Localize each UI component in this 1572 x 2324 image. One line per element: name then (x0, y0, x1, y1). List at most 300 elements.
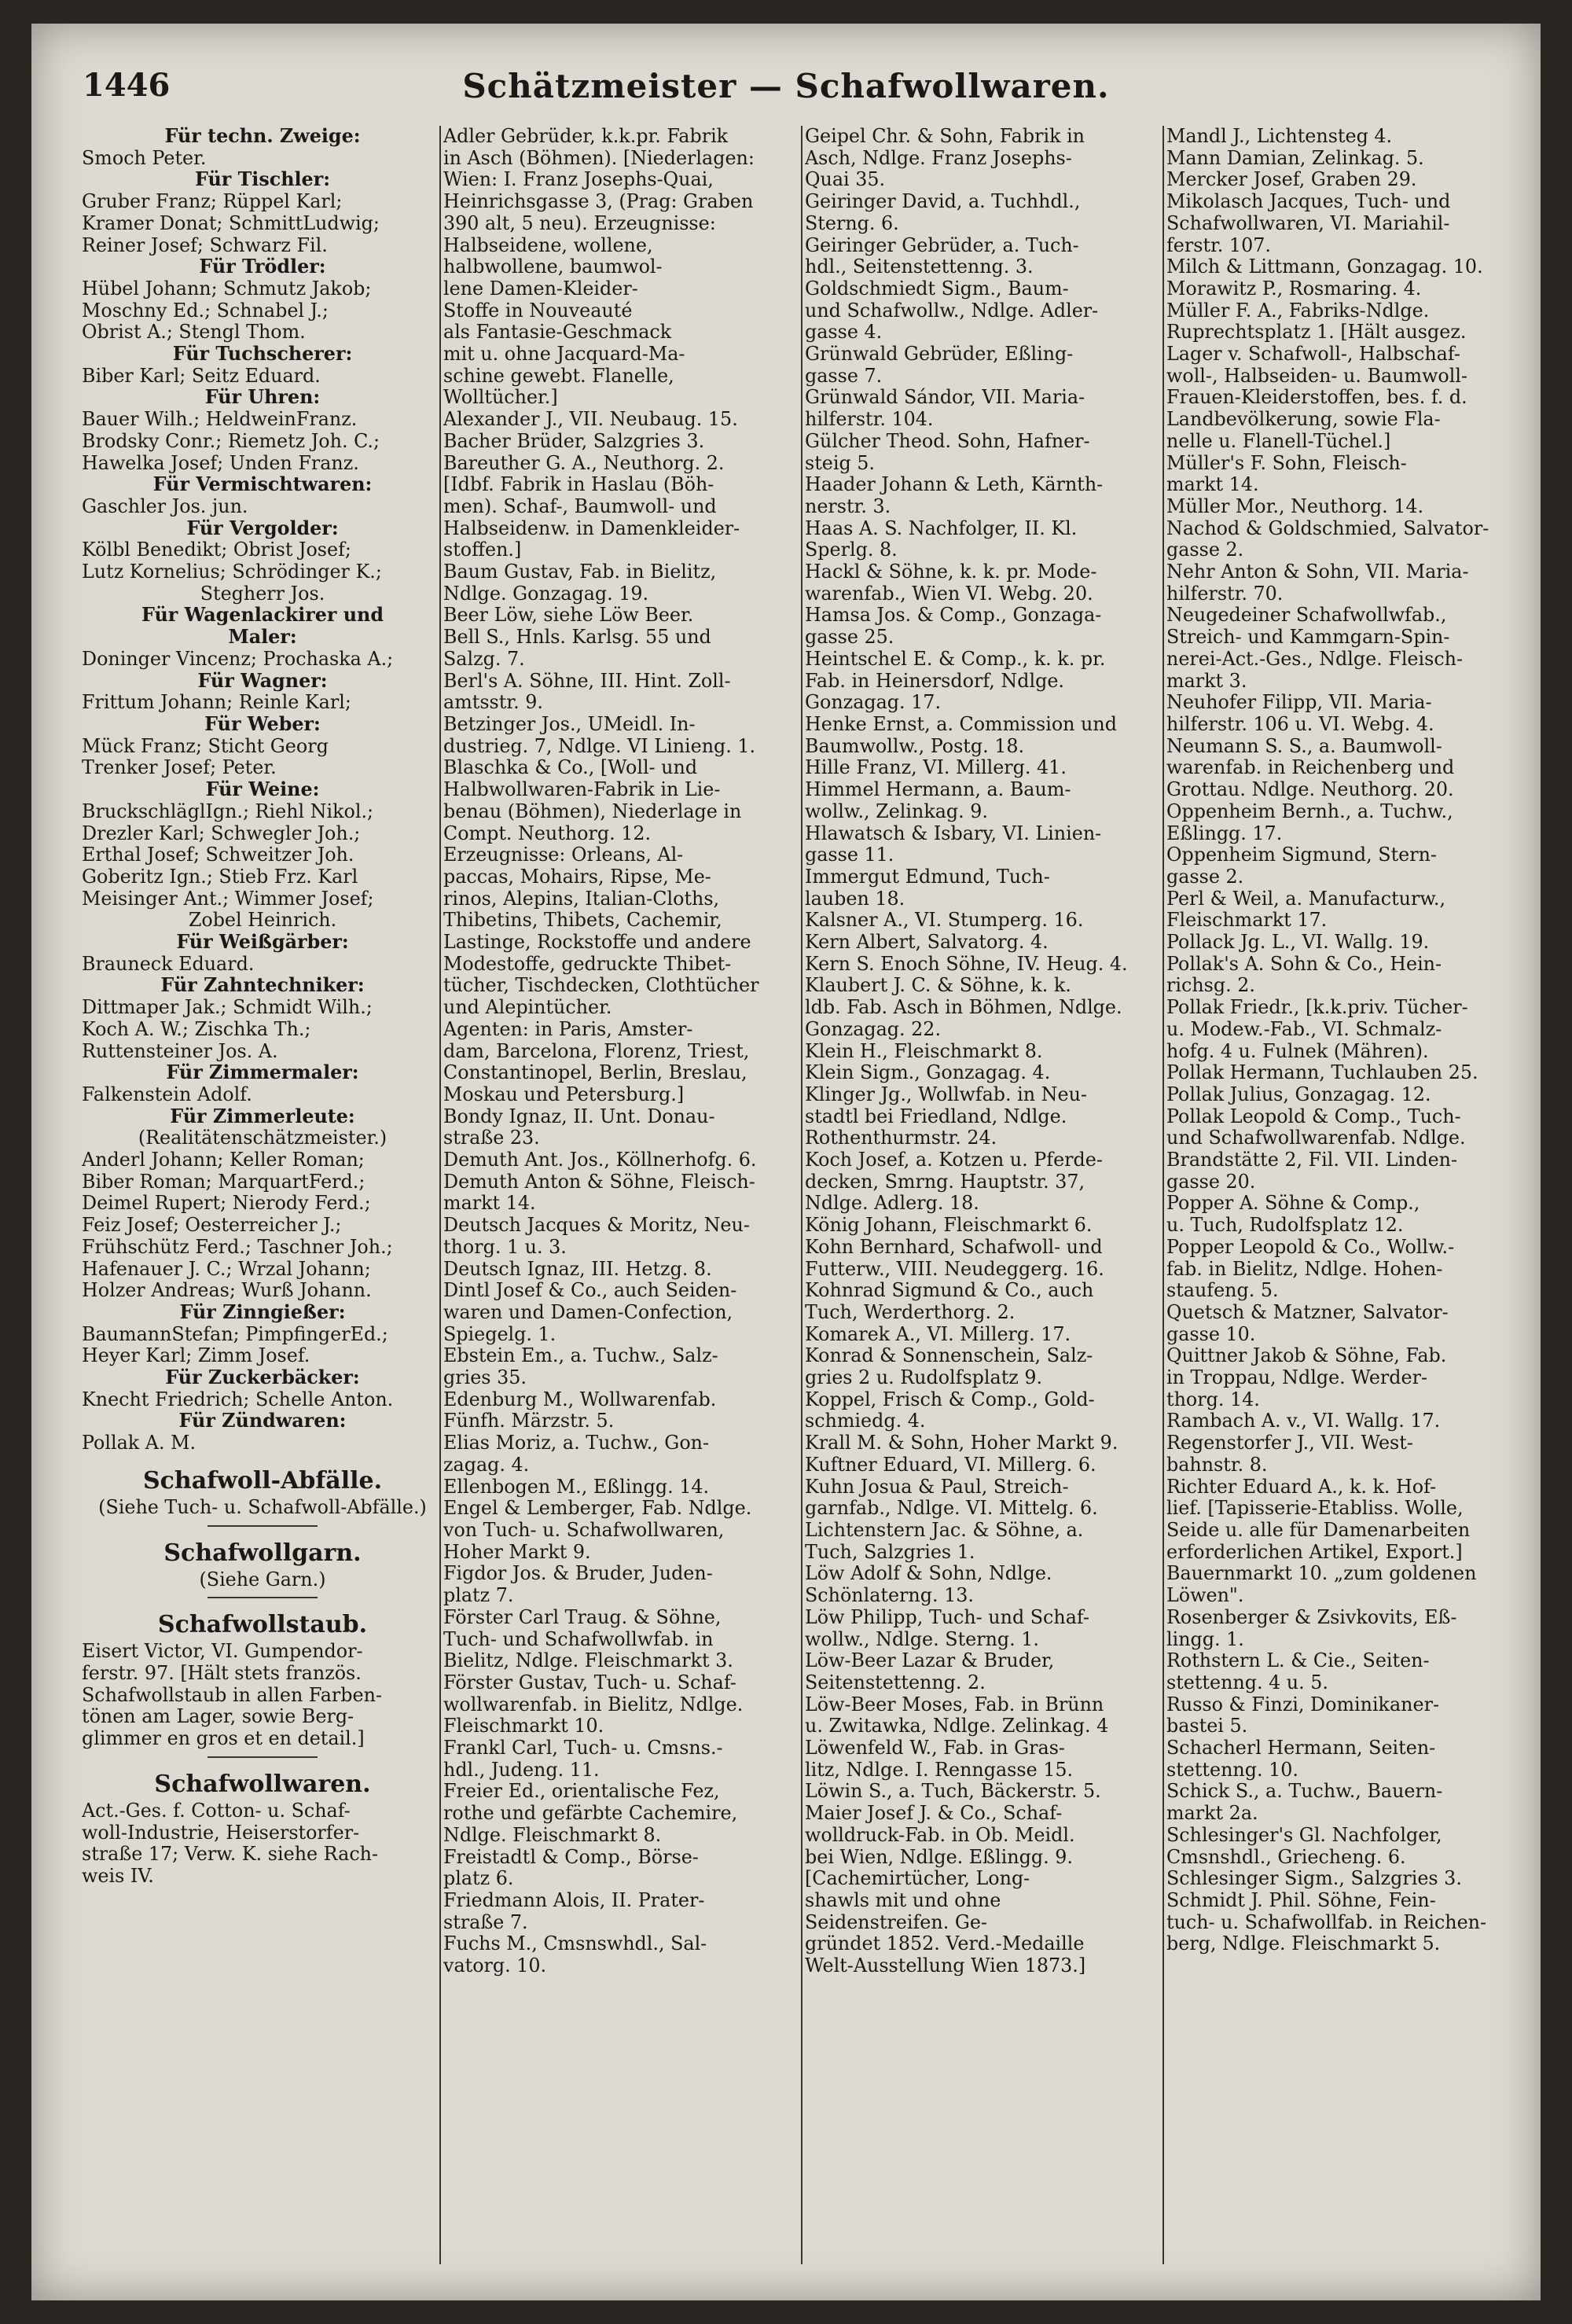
entry-line: Bielitz, Ndlge. Fleischmarkt 3. (443, 1650, 733, 1672)
entry-line: Baumwollw., Postg. 18. (805, 735, 1025, 757)
entry-line: Popper Leopold & Co., Wollw.- (1166, 1236, 1455, 1258)
entry-line: tücher, Tischdecken, Clothtücher (443, 975, 759, 997)
trade-heading: Maler: (228, 627, 297, 649)
entry-line: als Fantasie-Geschmack (443, 322, 672, 344)
entry-line: Alexander J., VII. Neubaug. 15. (443, 409, 738, 431)
entry-line: markt 14. (443, 1193, 536, 1215)
entry-line: Feiz Josef; Oesterreicher J.; (82, 1215, 342, 1237)
trade-heading: Für Tuchscherer: (172, 344, 353, 366)
entry-line: Lastinge, Rockstoffe und andere (443, 932, 751, 954)
entry-line: garnfab., Ndlge. VI. Mittelg. 6. (805, 1498, 1098, 1520)
entry-line: zagag. 4. (443, 1454, 530, 1476)
entry-line: Gülcher Theod. Sohn, Hafner- (805, 430, 1090, 452)
entry-line: Asch, Ndlge. Franz Josephs- (805, 147, 1072, 169)
entry-line: platz 7. (443, 1585, 514, 1607)
entry-line: Quittner Jakob & Söhne, Fab. (1166, 1345, 1447, 1367)
entry-line: stadtl bei Friedland, Ndlge. (805, 1105, 1067, 1127)
entry-line: Meisinger Ant.; Wimmer Josef; (82, 888, 374, 910)
entry-line: Erzeugnisse: Orleans, Al- (443, 844, 684, 866)
entry-line: Demuth Ant. Jos., Köllnerhofg. 6. (443, 1149, 757, 1171)
entry-line: Oppenheim Sigmund, Stern- (1166, 844, 1437, 866)
entry-line: Müller F. A., Fabriks-Ndlge. (1166, 300, 1430, 322)
entry-line: lene Damen-Kleider- (443, 278, 638, 300)
entry-line: mit u. ohne Jacquard-Ma- (443, 344, 685, 366)
entry-line: gründet 1852. Verd.-Medaille (805, 1933, 1085, 1955)
entry-line: gries 2 u. Rudolfsplatz 9. (805, 1367, 1043, 1389)
entry-line: Stoffe in Nouveauté (443, 300, 633, 322)
entry-line: Schafwollstaub in allen Farben- (82, 1684, 382, 1706)
entry-line: straße 23. (443, 1127, 540, 1149)
entry-line: Biber Karl; Seitz Eduard. (82, 365, 321, 387)
entry-line: fab. in Bielitz, Ndlge. Hohen- (1166, 1258, 1443, 1280)
trade-heading: Für Zimmermaler: (166, 1062, 359, 1084)
entry-line: Geiringer David, a. Tuchhdl., (805, 191, 1081, 213)
entry-line: Figdor Jos. & Bruder, Juden- (443, 1563, 713, 1585)
entry-line: Trenker Josef; Peter. (82, 757, 277, 779)
entry-line: woll-, Halbseiden- u. Baumwoll- (1166, 365, 1468, 387)
entry-line: Stegherr Jos. (200, 583, 325, 605)
entry-line: Frittum Johann; Reinle Karl; (82, 692, 351, 714)
entry-line: Förster Carl Traug. & Söhne, (443, 1606, 722, 1628)
trade-heading: Für Vergolder: (186, 517, 339, 539)
section-rule (208, 1597, 318, 1598)
entry-line: Oppenheim Bernh., a. Tuchw., (1166, 800, 1453, 822)
entry-line: Ndlge. Fleischmarkt 8. (443, 1824, 662, 1846)
entry-line: Landbevölkerung, sowie Fla- (1166, 409, 1441, 431)
entry-line: Drezler Karl; Schwegler Joh.; (82, 822, 361, 844)
entry-line: straße 7. (443, 1911, 528, 1933)
entry-line: Kölbl Benedikt; Obrist Josef; (82, 539, 351, 561)
entry-line: Wien: I. Franz Josephs-Quai, (443, 169, 714, 191)
entry-line: Gonzagag. 17. (805, 692, 942, 714)
entry-line: Löw-Beer Lazar & Bruder, (805, 1650, 1055, 1672)
entry-line: Tuch, Werderthorg. 2. (805, 1301, 1016, 1323)
page-header (31, 67, 1541, 122)
entry-line: Friedmann Alois, II. Prater- (443, 1889, 705, 1911)
entry-line: Lutz Kornelius; Schrödinger K.; (82, 561, 382, 583)
entry-line: Reiner Josef; Schwarz Fil. (82, 234, 328, 256)
trade-heading: Für Wagenlackirer und (141, 605, 384, 627)
entry-line: Streich- und Kammgarn-Spin- (1166, 627, 1450, 649)
entry-line: litz, Ndlge. I. Renngasse 15. (805, 1759, 1074, 1781)
entry-line: Adler Gebrüder, k.k.pr. Fabrik (443, 126, 729, 147)
entry-line: Falkenstein Adolf. (82, 1083, 252, 1105)
entry-line: gasse 2. (1166, 866, 1244, 888)
entry-line: Engel & Lemberger, Fab. Ndlge. (443, 1498, 752, 1520)
entry-line: Hübel Johann; Schmutz Jakob; (82, 278, 372, 300)
entry-line: thorg. 1 u. 3. (443, 1236, 567, 1258)
entry-line: Müller Mor., Neuthorg. 14. (1166, 495, 1424, 517)
entry-line: Bauer Wilh.; HeldweinFranz. (82, 409, 358, 431)
entry-line: Hafenauer J. C.; Wrzal Johann; (82, 1258, 371, 1280)
entry-line: von Tuch- u. Schafwollwaren, (443, 1520, 725, 1541)
entry-line: nerstr. 3. (805, 495, 891, 517)
entry-line: (Siehe Garn.) (199, 1568, 326, 1590)
entry-line: lief. [Tapisserie-Etabliss. Wolle, (1166, 1498, 1464, 1520)
entry-line: Halbseidenw. in Damenkleider- (443, 517, 740, 539)
entry-line: Compt. Neuthorg. 12. (443, 822, 652, 844)
entry-line: Russo & Finzi, Dominikaner- (1166, 1693, 1439, 1715)
entry-line: waren und Damen-Confection, (443, 1301, 733, 1323)
entry-line: und Schafwollw., Ndlge. Adler- (805, 300, 1099, 322)
entry-line: Löwenfeld W., Fab. in Gras- (805, 1737, 1065, 1760)
entry-line: Haader Johann & Leth, Kärnth- (805, 474, 1104, 496)
entry-line: Pollak Hermann, Tuchlauben 25. (1166, 1062, 1478, 1084)
entry-line: Ellenbogen M., Eßlingg. 14. (443, 1476, 710, 1498)
entry-line: Rambach A. v., VI. Wallg. 17. (1166, 1410, 1441, 1432)
entry-line: Dintl Josef & Co., auch Seiden- (443, 1280, 737, 1302)
entry-line: men). Schaf-, Baumwoll- und (443, 495, 717, 517)
entry-line: Frühschütz Ferd.; Taschner Joh.; (82, 1236, 393, 1258)
entry-line: stoffen.] (443, 539, 522, 561)
trade-heading: Für Weine: (205, 779, 320, 801)
entry-line: schmiedg. 4. (805, 1410, 926, 1432)
trade-heading: Für Weißgärber: (176, 932, 349, 954)
entry-line: hofg. 4 u. Fulnek (Mähren). (1166, 1040, 1429, 1062)
entry-line: Goldschmiedt Sigm., Baum- (805, 278, 1069, 300)
entry-line: Regenstorfer J., VII. West- (1166, 1432, 1413, 1454)
entry-line: dustrieg. 7, Ndlge. VI Linieng. 1. (443, 735, 756, 757)
entry-line: Freier Ed., orientalische Fez, (443, 1781, 720, 1803)
entry-line: Schmidt J. Phil. Söhne, Fein- (1166, 1889, 1436, 1911)
entry-line: Deutsch Ignaz, III. Hetzg. 8. (443, 1258, 712, 1280)
entry-line: warenfab., Wien VI. Webg. 20. (805, 583, 1093, 605)
entry-line: Thibetins, Thibets, Cachemir, (443, 910, 722, 932)
entry-line: rothe und gefärbte Cachemire, (443, 1803, 738, 1825)
column-2 (443, 126, 805, 2280)
entry-line: Schönlaterng. 13. (805, 1585, 974, 1607)
entry-line: ferstr. 97. [Hält stets französ. (82, 1663, 362, 1684)
entry-line: Brodsky Conr.; Riemetz Joh. C.; (82, 430, 380, 452)
entry-line: warenfab. in Reichenberg und (1166, 757, 1455, 779)
entry-line: Hawelka Josef; Unden Franz. (82, 452, 359, 474)
entry-line: glimmer en gros et en detail.] (82, 1728, 365, 1750)
entry-line: Zobel Heinrich. (188, 910, 337, 932)
entry-line: Klaubert J. C. & Söhne, k. k. (805, 975, 1071, 997)
entry-line: platz 6. (443, 1868, 514, 1890)
entry-line: Morawitz P., Rosmaring. 4. (1166, 278, 1422, 300)
entry-line: Halbseidene, wollene, (443, 234, 653, 256)
entry-line: (Siehe Tuch- u. Schafwoll-Abfälle.) (98, 1496, 427, 1518)
entry-line: Haas A. S. Nachfolger, II. Kl. (805, 517, 1078, 539)
entry-line: lauben 18. (805, 888, 905, 910)
column-3 (805, 126, 1166, 2280)
entry-line: Mercker Josef, Graben 29. (1166, 169, 1417, 191)
entry-line: Fleischmarkt 17. (1166, 910, 1328, 932)
entry-line: Welt-Ausstellung Wien 1873.] (805, 1955, 1086, 1977)
entry-line: Blaschka & Co., [Woll- und (443, 757, 698, 779)
entry-line: Berl's A. Söhne, III. Hint. Zoll- (443, 670, 731, 692)
entry-line: decken, Smrng. Hauptstr. 37, (805, 1171, 1085, 1193)
entry-line: Milch & Littmann, Gonzagag. 10. (1166, 256, 1483, 278)
trade-heading: Für Zimmerleute: (170, 1105, 355, 1127)
entry-line: Knecht Friedrich; Schelle Anton. (82, 1388, 394, 1410)
entry-line: [Idbf. Fabrik in Haslau (Böh- (443, 474, 714, 496)
entry-line: Heintschel E. & Comp., k. k. pr. (805, 648, 1106, 670)
entry-line: Obrist A.; Stengl Thom. (82, 322, 306, 344)
entry-line: Immergut Edmund, Tuch- (805, 866, 1050, 888)
entry-line: Pollak A. M. (82, 1432, 196, 1454)
entry-line: Schick S., a. Tuchw., Bauern- (1166, 1781, 1443, 1803)
entry-line: stettenng. 10. (1166, 1759, 1298, 1781)
entry-line: Hille Franz, VI. Millerg. 41. (805, 757, 1067, 779)
entry-line: bastei 5. (1166, 1715, 1248, 1737)
entry-line: Pollack Jg. L., VI. Wallg. 19. (1166, 932, 1430, 954)
entry-line: Löw Adolf & Sohn, Ndlge. (805, 1563, 1052, 1585)
entry-line: hdl., Seitenstettenng. 3. (805, 256, 1034, 278)
trade-heading: Für Trödler: (199, 256, 326, 278)
entry-line: Doninger Vincenz; Prochaska A.; (82, 648, 394, 670)
trade-heading: Für techn. Zweige: (164, 126, 361, 147)
entry-line: Anderl Johann; Keller Roman; (82, 1149, 365, 1171)
entry-line: gasse 7. (805, 365, 883, 387)
entry-line: Klinger Jg., Wollwfab. in Neu- (805, 1083, 1087, 1105)
entry-line: Förster Gustav, Tuch- u. Schaf- (443, 1671, 736, 1693)
entry-line: Mück Franz; Sticht Georg (82, 735, 329, 757)
entry-line: nelle u. Flanell-Tüchel.] (1166, 430, 1391, 452)
entry-line: Hamsa Jos. & Comp., Gonzaga- (805, 605, 1102, 627)
entry-line: Seidenstreifen. Ge- (805, 1911, 987, 1933)
running-head: Schätzmeister — Schafwollwaren. (462, 67, 1110, 105)
entry-line: gasse 10. (1166, 1323, 1256, 1345)
entry-line: Neuhofer Filipp, VII. Maria- (1166, 692, 1432, 714)
entry-line: Mandl J., Lichtensteg 4. (1166, 126, 1393, 147)
entry-line: tönen am Lager, sowie Berg- (82, 1706, 354, 1728)
entry-line: Nehr Anton & Sohn, VII. Maria- (1166, 561, 1469, 583)
entry-line: Heyer Karl; Zimm Josef. (82, 1345, 310, 1367)
entry-line: Quetsch & Matzner, Salvator- (1166, 1301, 1449, 1323)
entry-line: Constantinopel, Berlin, Breslau, (443, 1062, 747, 1084)
entry-line: staufeng. 5. (1166, 1280, 1279, 1302)
entry-line: Komarek A., VI. Millerg. 17. (805, 1323, 1071, 1345)
trade-heading: Für Zahntechniker: (160, 975, 365, 997)
entry-line: Seide u. alle für Damenarbeiten (1166, 1520, 1471, 1541)
entry-line: gasse 4. (805, 322, 883, 344)
entry-line: Schafwollwaren, VI. Mariahil- (1166, 212, 1450, 234)
entry-line: Sperlg. 8. (805, 539, 898, 561)
entry-line: Rothstern L. & Cie., Seiten- (1166, 1650, 1430, 1672)
entry-line: Frankl Carl, Tuch- u. Cmsns.- (443, 1737, 723, 1760)
entry-line: Hoher Markt 9. (443, 1541, 591, 1563)
entry-line: Mann Damian, Zelinkag. 5. (1166, 147, 1424, 169)
entry-line: Müller's F. Sohn, Fleisch- (1166, 452, 1407, 474)
entry-line: [Cachemirtücher, Long- (805, 1868, 1030, 1890)
entry-line: Smoch Peter. (82, 147, 207, 169)
entry-line: Brandstätte 2, Fil. VII. Linden- (1166, 1149, 1458, 1171)
entry-line: rinos, Alepins, Italian-Cloths, (443, 888, 720, 910)
entry-line: BruckschläglIgn.; Riehl Nikol.; (82, 800, 374, 822)
entry-line: erforderlichen Artikel, Export.] (1166, 1541, 1463, 1563)
entry-line: Gaschler Jos. jun. (82, 495, 248, 517)
entry-line: Fab. in Heinersdorf, Ndlge. (805, 670, 1064, 692)
column-1 (82, 126, 443, 2280)
entry-line: vatorg. 10. (443, 1955, 547, 1977)
entry-line: Bareuther G. A., Neuthorg. 2. (443, 452, 725, 474)
entry-line: Lichtenstern Jac. & Söhne, a. (805, 1520, 1084, 1541)
trade-heading: Für Zuckerbäcker: (165, 1367, 360, 1389)
entry-line: Fleischmarkt 10. (443, 1715, 604, 1737)
entry-line: paccas, Mohairs, Ripse, Me- (443, 866, 711, 888)
entry-line: Agenten: in Paris, Amster- (443, 1018, 693, 1040)
entry-line: berg, Ndlge. Fleischmarkt 5. (1166, 1933, 1441, 1955)
entry-line: Richter Eduard A., k. k. Hof- (1166, 1476, 1437, 1498)
entry-line: Krall M. & Sohn, Hoher Markt 9. (805, 1432, 1118, 1454)
entry-line: in Troppau, Ndlge. Werder- (1166, 1367, 1428, 1389)
entry-line: Kern S. Enoch Söhne, IV. Heug. 4. (805, 953, 1128, 975)
entry-line: Koppel, Frisch & Comp., Gold- (805, 1388, 1095, 1410)
entry-line: Quai 35. (805, 169, 886, 191)
entry-line: Pollak Julius, Gonzagag. 12. (1166, 1083, 1431, 1105)
entry-line: Bondy Ignaz, II. Unt. Donau- (443, 1105, 715, 1127)
entry-line: Grünwald Gebrüder, Eßling- (805, 344, 1074, 366)
section-title: Schafwoll-Abfälle. (142, 1466, 383, 1495)
entry-line: nerei-Act.-Ges., Ndlge. Fleisch- (1166, 648, 1464, 670)
entry-line: Freistadtl & Comp., Börse- (443, 1846, 699, 1868)
entry-line: Koch A. W.; Zischka Th.; (82, 1018, 311, 1040)
entry-line: und Schafwollwarenfab. Ndlge. (1166, 1127, 1466, 1149)
entry-line: Holzer Andreas; Wurß Johann. (82, 1280, 372, 1302)
entry-line: Futterw., VIII. Neudeggerg. 16. (805, 1258, 1104, 1280)
entry-line: lingg. 1. (1166, 1628, 1244, 1650)
entry-line: Halbwollwaren-Fabrik in Lie- (443, 779, 721, 801)
entry-line: Bauernmarkt 10. „zum goldenen (1166, 1563, 1477, 1585)
entry-line: Deutsch Jacques & Moritz, Neu- (443, 1215, 750, 1237)
entry-line: Popper A. Söhne & Comp., (1166, 1193, 1420, 1215)
entry-line: Löwin S., a. Tuch, Bäckerstr. 5. (805, 1781, 1101, 1803)
entry-line: Kuhn Josua & Paul, Streich- (805, 1476, 1069, 1498)
entry-line: Sterng. 6. (805, 212, 899, 234)
entry-line: markt 2a. (1166, 1803, 1258, 1825)
entry-line: Ndlge. Adlerg. 18. (805, 1193, 979, 1215)
entry-line: Brauneck Eduard. (82, 953, 255, 975)
entry-line: König Johann, Fleischmarkt 6. (805, 1215, 1093, 1237)
entry-line: Kohn Bernhard, Schafwoll- und (805, 1236, 1103, 1258)
entry-line: Kuftner Eduard, VI. Millerg. 6. (805, 1454, 1096, 1476)
entry-line: markt 3. (1166, 670, 1247, 692)
entry-line: benau (Böhmen), Niederlage in (443, 800, 742, 822)
entry-line: Geipel Chr. & Sohn, Fabrik in (805, 126, 1085, 147)
entry-line: wollw., Ndlge. Sterng. 1. (805, 1628, 1039, 1650)
entry-line: Rosenberger & Zsivkovits, Eß- (1166, 1606, 1457, 1628)
entry-line: Grünwald Sándor, VII. Maria- (805, 387, 1085, 409)
entry-line: Kramer Donat; SchmittLudwig; (82, 212, 380, 234)
entry-line: Dittmaper Jak.; Schmidt Wilh.; (82, 997, 373, 1019)
entry-line: bahnstr. 8. (1166, 1454, 1268, 1476)
section-title: Schafwollgarn. (163, 1539, 362, 1567)
entry-line: hilferstr. 70. (1166, 583, 1284, 605)
entry-line: Neumann S. S., a. Baumwoll- (1166, 735, 1442, 757)
entry-line: stettenng. 4 u. 5. (1166, 1671, 1328, 1693)
entry-line: Seitenstettenng. 2. (805, 1671, 986, 1693)
entry-line: Beer Löw, siehe Löw Beer. (443, 605, 694, 627)
entry-line: bei Wien, Ndlge. Eßlingg. 9. (805, 1846, 1073, 1868)
entry-line: gasse 11. (805, 844, 894, 866)
entry-line: Maier Josef J. & Co., Schaf- (805, 1803, 1063, 1825)
entry-line: wolldruck-Fab. in Ob. Meidl. (805, 1824, 1075, 1846)
entry-line: Wolltücher.] (443, 387, 558, 409)
entry-line: markt 14. (1166, 474, 1259, 496)
entry-line: gasse 20. (1166, 1171, 1256, 1193)
entry-line: Hlawatsch & Isbary, VI. Linien- (805, 822, 1102, 844)
entry-line: Geiringer Gebrüder, a. Tuch- (805, 234, 1079, 256)
entry-line: Klein Sigm., Gonzagag. 4. (805, 1062, 1051, 1084)
entry-line: Moskau und Petersburg.] (443, 1083, 685, 1105)
entry-line: gries 35. (443, 1367, 527, 1389)
entry-line: Perl & Weil, a. Manufacturw., (1166, 888, 1446, 910)
trade-heading: Für Zündwaren: (178, 1410, 347, 1432)
entry-line: hdl., Judeng. 11. (443, 1759, 600, 1781)
entry-line: und Alepintücher. (443, 997, 612, 1019)
entry-line: u. Modew.-Fab., VI. Schmalz- (1166, 1018, 1442, 1040)
entry-line: Kern Albert, Salvatorg. 4. (805, 932, 1049, 954)
entry-line: Kohnrad Sigmund & Co., auch (805, 1280, 1094, 1302)
entry-line: Modestoffe, gedruckte Thibet- (443, 953, 732, 975)
entry-line: weis IV. (82, 1865, 154, 1887)
entry-line: Eßlingg. 17. (1166, 822, 1283, 844)
entry-line: Gonzagag. 22. (805, 1018, 942, 1040)
entry-line: Nachod & Goldschmied, Salvator- (1166, 517, 1489, 539)
entry-line: Löw Philipp, Tuch- und Schaf- (805, 1606, 1089, 1628)
entry-line: Ndlge. Gonzagag. 19. (443, 583, 649, 605)
entry-line: wollwarenfab. in Bielitz, Ndlge. (443, 1693, 744, 1715)
trade-heading: Für Wagner: (197, 670, 328, 692)
entry-line: Erthal Josef; Schweitzer Joh. (82, 844, 354, 866)
entry-line: straße 17; Verw. K. siehe Rach- (82, 1844, 379, 1866)
entry-line: Spiegelg. 1. (443, 1323, 556, 1345)
entry-line: Elias Moriz, a. Tuchw., Gon- (443, 1432, 710, 1454)
entry-line: Tuch- und Schafwollwfab. in (443, 1628, 714, 1650)
entry-line: Rothenthurmstr. 24. (805, 1127, 997, 1149)
section-rule (208, 1756, 318, 1758)
entry-line: Fuchs M., Cmsnswhdl., Sal- (443, 1933, 707, 1955)
entry-line: Salzg. 7. (443, 648, 525, 670)
entry-line: Grottau. Ndlge. Neuthorg. 20. (1166, 779, 1454, 801)
column-4 (1166, 126, 1528, 2280)
entry-line: woll-Industrie, Heiserstorfer- (82, 1822, 360, 1844)
entry-line: Baum Gustav, Fab. in Bielitz, (443, 561, 717, 583)
entry-line: Ruttensteiner Jos. A. (82, 1040, 278, 1062)
entry-line: gasse 25. (805, 627, 894, 649)
entry-line: shawls mit und ohne (805, 1889, 1001, 1911)
entry-line: Biber Roman; MarquartFerd.; (82, 1171, 365, 1193)
entry-line: Kalsner A., VI. Stumperg. 16. (805, 910, 1084, 932)
entry-line: Henke Ernst, a. Commission und (805, 713, 1117, 735)
entry-line: Ruprechtsplatz 1. [Hält ausgez. (1166, 322, 1467, 344)
entry-line: u. Tuch, Rudolfsplatz 12. (1166, 1215, 1404, 1237)
entry-line: Tuch, Salzgries 1. (805, 1541, 975, 1563)
trade-heading: Für Weber: (204, 713, 321, 735)
entry-line: dam, Barcelona, Florenz, Triest, (443, 1040, 750, 1062)
entry-line: Betzinger Jos., UMeidl. In- (443, 713, 696, 735)
entry-line: Bell S., Hnls. Karlsg. 55 und (443, 627, 711, 649)
section-rule (208, 1525, 318, 1527)
entry-line: 390 alt, 5 neu). Erzeugnisse: (443, 212, 716, 234)
entry-line: ferstr. 107. (1166, 234, 1271, 256)
entry-line: Neugedeiner Schafwollwfab., (1166, 605, 1447, 627)
entry-line: Ebstein Em., a. Tuchw., Salz- (443, 1345, 718, 1367)
entry-line: Frauen-Kleiderstoffen, bes. f. d. (1166, 387, 1467, 409)
entry-line: Bacher Brüder, Salzgries 3. (443, 430, 705, 452)
entry-line: Lager v. Schafwoll-, Halbschaf- (1166, 344, 1460, 366)
section-title: Schafwollwaren. (154, 1770, 371, 1798)
entry-line: Schacherl Hermann, Seiten- (1166, 1737, 1436, 1760)
entry-line: tuch- u. Schafwollfab. in Reichen- (1166, 1911, 1487, 1933)
entry-line: Heinrichsgasse 3, (Prag: Graben (443, 191, 754, 213)
entry-line: Schlesinger's Gl. Nachfolger, (1166, 1824, 1442, 1846)
section-title: Schafwollstaub. (157, 1611, 368, 1639)
entry-line: Act.-Ges. f. Cotton- u. Schaf- (82, 1800, 351, 1822)
entry-line: Pollak Friedr., [k.k.priv. Tücher- (1166, 997, 1468, 1019)
